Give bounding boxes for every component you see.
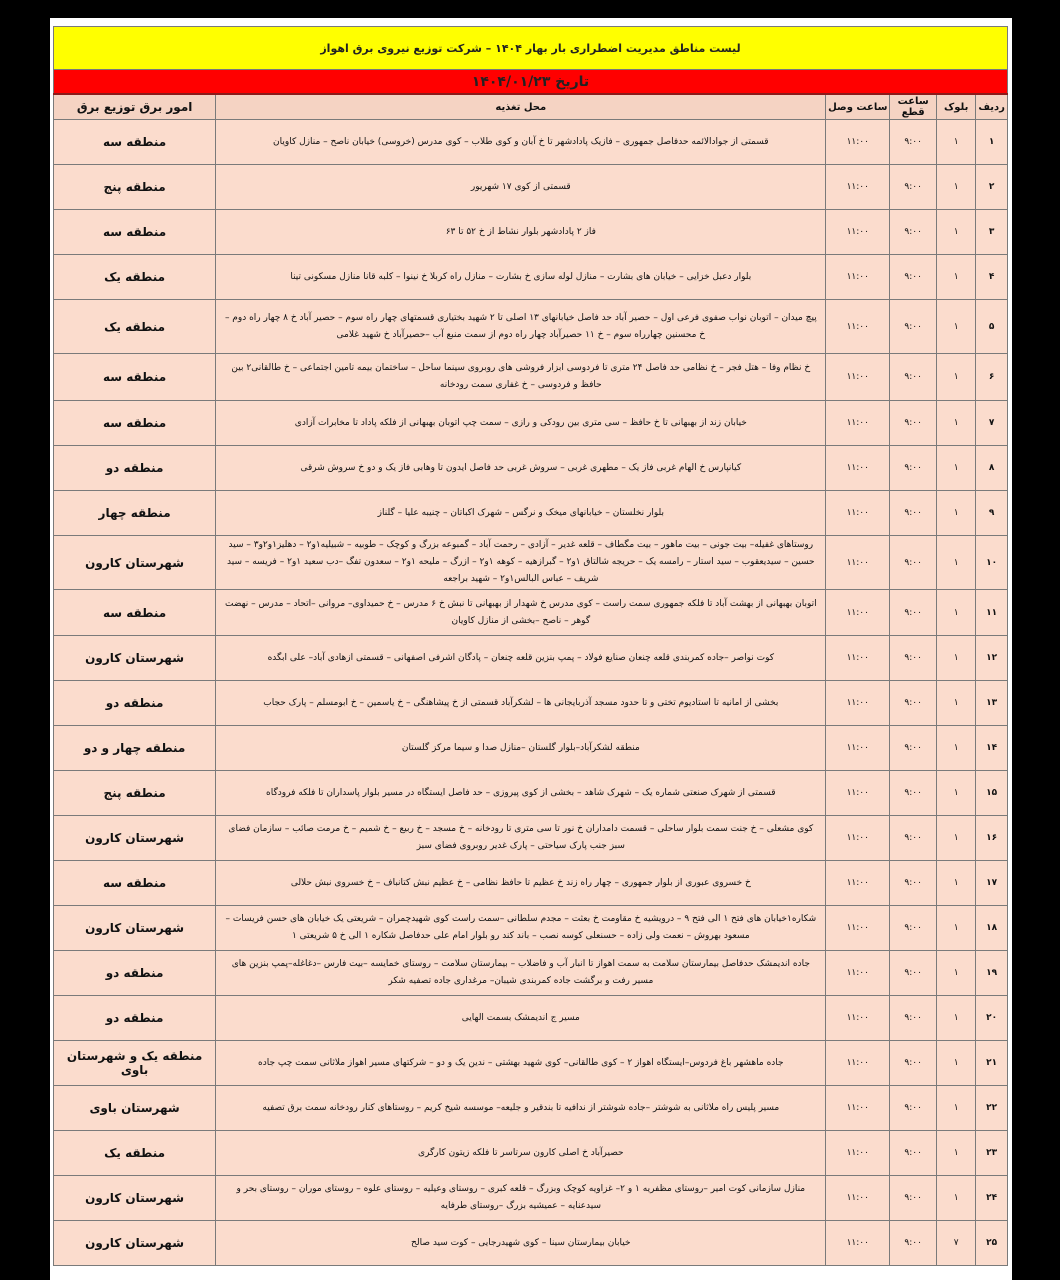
- table-row: [54, 636, 1008, 681]
- table-row: [54, 120, 1008, 165]
- block-cell: ۱: [937, 120, 976, 165]
- table-row: [54, 1221, 1008, 1266]
- department-cell: منطقه پنج: [54, 771, 216, 816]
- location-cell: بلوار نخلستان – خیابانهای میخک و نرگس – شهرک اکباتان – چنیبه علیا – گلناز: [216, 491, 826, 536]
- header-cut-time: ساعت قطع: [890, 94, 937, 120]
- row-number-cell: ۱۳: [976, 681, 1008, 726]
- connect-time-cell: ۱۱:۰۰: [826, 861, 890, 906]
- block-cell: ۱: [937, 255, 976, 300]
- table-row: [54, 210, 1008, 255]
- department-cell: منطقه پنج: [54, 165, 216, 210]
- department-cell: منطقه دو: [54, 996, 216, 1041]
- location-cell: خیابان زند از بهبهانی تا خ حافظ – سی متری بین رودکی و رازی – سمت چپ اتوبان بهبهانی از فلکه پاداد تا مخابرات آزادی: [216, 401, 826, 446]
- connect-time-cell: ۱۱:۰۰: [826, 590, 890, 636]
- table-row: [54, 1086, 1008, 1131]
- table-row: [54, 1131, 1008, 1176]
- location-cell: قسمتی از جوادالائمه حدفاصل جمهوری – فازیک پادادشهر تا خ آبان و کوی طلاب – کوی مدرس (خروسی) خیابان ناصح – منازل کاویان: [216, 120, 826, 165]
- cut-time-cell: ۹:۰۰: [890, 1131, 937, 1176]
- table-row: [54, 681, 1008, 726]
- location-cell: مسیر پلیس راه ملاثانی به شوشتر –جاده شوشتر از ندافیه تا بندقیر و جلیعه– موسسه شیخ کریم – روستاهای کنار رودخانه سمت برق تصفیه: [216, 1086, 826, 1131]
- connect-time-cell: ۱۱:۰۰: [826, 210, 890, 255]
- department-cell: منطقه دو: [54, 681, 216, 726]
- row-number-cell: ۱۵: [976, 771, 1008, 816]
- block-cell: ۱: [937, 300, 976, 354]
- table-row: [54, 771, 1008, 816]
- row-number-cell: ۲۲: [976, 1086, 1008, 1131]
- connect-time-cell: ۱۱:۰۰: [826, 726, 890, 771]
- row-number-cell: ۶: [976, 354, 1008, 401]
- row-number-cell: ۲۳: [976, 1131, 1008, 1176]
- row-number-cell: ۳: [976, 210, 1008, 255]
- block-cell: ۱: [937, 210, 976, 255]
- document-sheet: [50, 18, 1012, 1280]
- department-cell: منطقه چهار و دو: [54, 726, 216, 771]
- row-number-cell: ۵: [976, 300, 1008, 354]
- block-cell: ۱: [937, 726, 976, 771]
- block-cell: ۱: [937, 1041, 976, 1086]
- location-cell: منطقه لشکرآباد–بلوار گلستان –منازل صدا و سیما مرکز گلستان: [216, 726, 826, 771]
- block-cell: ۱: [937, 996, 976, 1041]
- department-cell: شهرستان کارون: [54, 636, 216, 681]
- cut-time-cell: ۹:۰۰: [890, 536, 937, 590]
- cut-time-cell: ۹:۰۰: [890, 636, 937, 681]
- outage-table: [53, 26, 1008, 1266]
- department-cell: منطقه سه: [54, 590, 216, 636]
- connect-time-cell: ۱۱:۰۰: [826, 771, 890, 816]
- cut-time-cell: ۹:۰۰: [890, 951, 937, 996]
- block-cell: ۱: [937, 1086, 976, 1131]
- table-row: [54, 726, 1008, 771]
- location-cell: پیچ میدان – اتوبان نواب صفوی فرعی اول – حصیر آباد حد فاصل خیابانهای ۱۳ اصلی تا ۲ شهید بختیاری قسمتهای چهار راه سوم – حصیر آباد خ ۸ چهار راه دوم – خ محسنین چهارراه سوم – خ ۱۱ حصیرآباد چهار راه دوم از سمت منبع آب –حصیرآباد خ شهید غلامی: [216, 300, 826, 354]
- document-date: تاریخ ۱۴۰۴/۰۱/۲۳: [54, 70, 1008, 95]
- connect-time-cell: ۱۱:۰۰: [826, 1221, 890, 1266]
- connect-time-cell: ۱۱:۰۰: [826, 906, 890, 951]
- cut-time-cell: ۹:۰۰: [890, 255, 937, 300]
- block-cell: ۱: [937, 636, 976, 681]
- table-row: [54, 1176, 1008, 1221]
- header-row-number: ردیف: [976, 94, 1008, 120]
- connect-time-cell: ۱۱:۰۰: [826, 401, 890, 446]
- block-cell: ۱: [937, 590, 976, 636]
- table-row: [54, 951, 1008, 996]
- row-number-cell: ۱۰: [976, 536, 1008, 590]
- row-number-cell: ۱۱: [976, 590, 1008, 636]
- connect-time-cell: ۱۱:۰۰: [826, 491, 890, 536]
- table-row: [54, 491, 1008, 536]
- location-cell: شکاره۱خیابان های فتح ۱ الی فتح ۹ – درویشیه خ مقاومت خ بعثت – مجدم سلطانی –سمت راست کوی شهیدچمران – شریعتی یک خیابان های حسن فریسات – مسعود بهروش – نعمت ولی زاده – حسنعلی کوسه نصب – باند کند رو بلوار امام علی حدفاصل شکاره ۱ الی خ ۵ شریعتی ۱: [216, 906, 826, 951]
- table-body: [54, 120, 1008, 1266]
- location-cell: قسمتی از کوی ۱۷ شهریور: [216, 165, 826, 210]
- table-row: [54, 996, 1008, 1041]
- location-cell: کوت نواصر –جاده کمربندی قلعه چنعان صنایع فولاد – پمپ بنزین قلعه چنعان – پادگان اشرفی اصفهانی – قسمتی ازهادی آباد– علی ابگده: [216, 636, 826, 681]
- row-number-cell: ۱۶: [976, 816, 1008, 861]
- connect-time-cell: ۱۱:۰۰: [826, 816, 890, 861]
- cut-time-cell: ۹:۰۰: [890, 354, 937, 401]
- cut-time-cell: ۹:۰۰: [890, 491, 937, 536]
- department-cell: منطقه سه: [54, 120, 216, 165]
- connect-time-cell: ۱۱:۰۰: [826, 446, 890, 491]
- row-number-cell: ۲: [976, 165, 1008, 210]
- connect-time-cell: ۱۱:۰۰: [826, 1131, 890, 1176]
- connect-time-cell: ۱۱:۰۰: [826, 255, 890, 300]
- department-cell: منطقه یک: [54, 255, 216, 300]
- block-cell: ۱: [937, 1131, 976, 1176]
- cut-time-cell: ۹:۰۰: [890, 590, 937, 636]
- block-cell: ۱: [937, 771, 976, 816]
- block-cell: ۱: [937, 446, 976, 491]
- location-cell: خیابان بیمارستان سینا – کوی شهیدرجایی – کوت سید صالح: [216, 1221, 826, 1266]
- cut-time-cell: ۹:۰۰: [890, 401, 937, 446]
- department-cell: منطقه سه: [54, 861, 216, 906]
- row-number-cell: ۹: [976, 491, 1008, 536]
- table-row: [54, 1041, 1008, 1086]
- table-row: [54, 354, 1008, 401]
- row-number-cell: ۴: [976, 255, 1008, 300]
- location-cell: بخشی از امانیه تا استادیوم تختی و تا حدود مسجد آذربایجانی ها – لشکرآباد قسمتی از خ پیشاهنگی – خ یاسمین – خ ابومسلم – پارک حجاب: [216, 681, 826, 726]
- location-cell: جاده اندیمشک حدفاصل بیمارستان سلامت به سمت اهواز تا انبار آب و فاضلاب – بیمارستان سلامت – روستای خمایسه –بیت فارس –دغاغله–پمپ بنزین های مسیر رفت و برگشت جاده کمربندی شیبان– مرغداری جاده تصفیه شکر: [216, 951, 826, 996]
- location-cell: جاده ماهشهر باغ فردوس–ایستگاه اهواز ۲ – کوی طالقانی– کوی شهید بهشتی – ندین یک و دو – شرکتهای مسیر اهواز ملاثانی سمت چپ جاده: [216, 1041, 826, 1086]
- department-cell: منطقه سه: [54, 354, 216, 401]
- department-cell: منطقه دو: [54, 446, 216, 491]
- department-cell: منطقه چهار: [54, 491, 216, 536]
- location-cell: کیانپارس خ الهام غربی فاز یک – مطهری غربی – سروش غربی حد فاصل ایدون تا وهابی فاز یک و دو خ سروش شرقی: [216, 446, 826, 491]
- row-number-cell: ۱۴: [976, 726, 1008, 771]
- cut-time-cell: ۹:۰۰: [890, 165, 937, 210]
- connect-time-cell: ۱۱:۰۰: [826, 996, 890, 1041]
- location-cell: بلوار دعبل خزایی – خیابان های بشارت – منازل لوله سازی خ بشارت – منازل راه کربلا خ نینوا – کلبه قانا منازل مسکونی تینا: [216, 255, 826, 300]
- table-row: [54, 300, 1008, 354]
- table-row: [54, 255, 1008, 300]
- cut-time-cell: ۹:۰۰: [890, 1086, 937, 1131]
- row-number-cell: ۷: [976, 401, 1008, 446]
- block-cell: ۱: [937, 165, 976, 210]
- connect-time-cell: ۱۱:۰۰: [826, 951, 890, 996]
- department-cell: منطقه یک: [54, 300, 216, 354]
- cut-time-cell: ۹:۰۰: [890, 446, 937, 491]
- cut-time-cell: ۹:۰۰: [890, 906, 937, 951]
- block-cell: ۱: [937, 1176, 976, 1221]
- table-row: [54, 816, 1008, 861]
- row-number-cell: ۲۱: [976, 1041, 1008, 1086]
- table-row: [54, 590, 1008, 636]
- location-cell: فاز ۲ پادادشهر بلوار نشاط از خ ۵۲ تا ۶۳: [216, 210, 826, 255]
- block-cell: ۱: [937, 951, 976, 996]
- block-cell: ۱: [937, 354, 976, 401]
- row-number-cell: ۸: [976, 446, 1008, 491]
- row-number-cell: ۱: [976, 120, 1008, 165]
- department-cell: شهرستان باوی: [54, 1086, 216, 1131]
- row-number-cell: ۱۸: [976, 906, 1008, 951]
- connect-time-cell: ۱۱:۰۰: [826, 300, 890, 354]
- table-row: [54, 861, 1008, 906]
- department-cell: منطقه سه: [54, 210, 216, 255]
- cut-time-cell: ۹:۰۰: [890, 681, 937, 726]
- cut-time-cell: ۹:۰۰: [890, 120, 937, 165]
- department-cell: شهرستان کارون: [54, 1176, 216, 1221]
- header-location: محل تغذیه: [216, 94, 826, 120]
- table-header-row: [54, 94, 1008, 120]
- department-cell: شهرستان کارون: [54, 906, 216, 951]
- table-row: [54, 536, 1008, 590]
- connect-time-cell: ۱۱:۰۰: [826, 1176, 890, 1221]
- row-number-cell: ۲۵: [976, 1221, 1008, 1266]
- department-cell: منطقه یک: [54, 1131, 216, 1176]
- cut-time-cell: ۹:۰۰: [890, 816, 937, 861]
- table-row: [54, 906, 1008, 951]
- connect-time-cell: ۱۱:۰۰: [826, 354, 890, 401]
- connect-time-cell: ۱۱:۰۰: [826, 1086, 890, 1131]
- department-cell: منطقه دو: [54, 951, 216, 996]
- connect-time-cell: ۱۱:۰۰: [826, 636, 890, 681]
- department-cell: شهرستان کارون: [54, 536, 216, 590]
- location-cell: منازل سازمانی کوت امیر –روستای مظفریه ۱ و ۲– غزاویه کوچک وبزرگ – قلعه کبری – روستای وعیلیه – روستای علوه – روستای موران – روستای بحر و سیدعنایه – عمیشیه بزرگ –روستای طرفایه: [216, 1176, 826, 1221]
- cut-time-cell: ۹:۰۰: [890, 861, 937, 906]
- cut-time-cell: ۹:۰۰: [890, 210, 937, 255]
- row-number-cell: ۱۲: [976, 636, 1008, 681]
- block-cell: ۱: [937, 861, 976, 906]
- cut-time-cell: ۹:۰۰: [890, 1176, 937, 1221]
- department-cell: منطقه یک و شهرستان باوی: [54, 1041, 216, 1086]
- cut-time-cell: ۹:۰۰: [890, 1041, 937, 1086]
- location-cell: کوی مشعلی – خ جنت سمت بلوار ساحلی – قسمت دامداران خ نور تا سی متری تا رودخانه – خ مسجد – خ ربیع – خ شمیم – خ مرمت صائب – سازمان فضای سبز جنب پارک سیاحتی – پارک غدیر روبروی فضای سبز: [216, 816, 826, 861]
- cut-time-cell: ۹:۰۰: [890, 996, 937, 1041]
- block-cell: ۱: [937, 491, 976, 536]
- location-cell: خ نظام وفا – هتل فجر – خ نظامی حد فاصل ۲۴ متری تا فردوسی ابزار فروشی های روبروی سینما ساحل – ساختمان بیمه تامین اجتماعی – خ طالقانی۲ بین حافظ و فردوسی – خ غفاری سمت رودخانه: [216, 354, 826, 401]
- connect-time-cell: ۱۱:۰۰: [826, 536, 890, 590]
- block-cell: ۱: [937, 906, 976, 951]
- cut-time-cell: ۹:۰۰: [890, 726, 937, 771]
- block-cell: ۱: [937, 536, 976, 590]
- location-cell: مسیر ج اندیمشک بسمت الهایی: [216, 996, 826, 1041]
- connect-time-cell: ۱۱:۰۰: [826, 165, 890, 210]
- location-cell: حصیرآباد خ اصلی کارون سرتاسر تا فلکه زیتون کارگری: [216, 1131, 826, 1176]
- header-block: بلوک: [937, 94, 976, 120]
- block-cell: ۱: [937, 816, 976, 861]
- header-connect-time: ساعت وصل: [826, 94, 890, 120]
- cut-time-cell: ۹:۰۰: [890, 300, 937, 354]
- cut-time-cell: ۹:۰۰: [890, 771, 937, 816]
- block-cell: ۱: [937, 401, 976, 446]
- connect-time-cell: ۱۱:۰۰: [826, 681, 890, 726]
- location-cell: اتوبان بهبهانی از بهشت آباد تا فلکه جمهوری سمت راست – کوی مدرس خ شهدار از بهبهانی تا نبش خ ۶ مدرس – خ حمیداوی– مروانی –اتحاد – مدرس – نهضت گوهر – ناصح –بخشی از منازل کاویان: [216, 590, 826, 636]
- connect-time-cell: ۱۱:۰۰: [826, 1041, 890, 1086]
- table-row: [54, 401, 1008, 446]
- row-number-cell: ۲۰: [976, 996, 1008, 1041]
- row-number-cell: ۲۴: [976, 1176, 1008, 1221]
- header-department: امور برق توزیع برق: [54, 94, 216, 120]
- block-cell: ۷: [937, 1221, 976, 1266]
- department-cell: منطقه سه: [54, 401, 216, 446]
- location-cell: روستاهای غفیله– بیت جونی – بیت ماهور – بیت مگطاف – قلعه غدیر – آزادی – رحمت آباد – گمبوعه بزرگ و کوچک – طوبیه – شبیلیه۱و۲ – دهلیز۱و۲و۳ – سید حسین – سیدیعقوب – سید استار – رامسه یک – حریجه شالتاق ۱و۲ – گبرازهیه – کوهه ۱و۲ – ازرگ – ملیحه ۱و۲ – سعدون تفگ –دب سعید ۱و۲ – فریسه – سید شریف – عباس البالس۱و۲ – شهید براجعه: [216, 536, 826, 590]
- department-cell: شهرستان کارون: [54, 816, 216, 861]
- department-cell: شهرستان کارون: [54, 1221, 216, 1266]
- document-title: لیست مناطق مدیریت اضطراری بار بهار ۱۴۰۴ – شرکت توزیع نیروی برق اهواز: [54, 27, 1008, 70]
- location-cell: خ خسروی عبوری از بلوار جمهوری – چهار راه زند خ عظیم تا حافظ نظامی – خ عظیم نبش کتانباف – خ خسروی نبش حلالی: [216, 861, 826, 906]
- block-cell: ۱: [937, 681, 976, 726]
- location-cell: قسمتی از شهرک صنعتی شماره یک – شهرک شاهد – بخشی از کوی پیروزی – حد فاصل ایستگاه در مسیر بلوار پاسداران تا فلکه فرودگاه: [216, 771, 826, 816]
- connect-time-cell: ۱۱:۰۰: [826, 120, 890, 165]
- table-row: [54, 165, 1008, 210]
- row-number-cell: ۱۷: [976, 861, 1008, 906]
- table-row: [54, 446, 1008, 491]
- cut-time-cell: ۹:۰۰: [890, 1221, 937, 1266]
- row-number-cell: ۱۹: [976, 951, 1008, 996]
